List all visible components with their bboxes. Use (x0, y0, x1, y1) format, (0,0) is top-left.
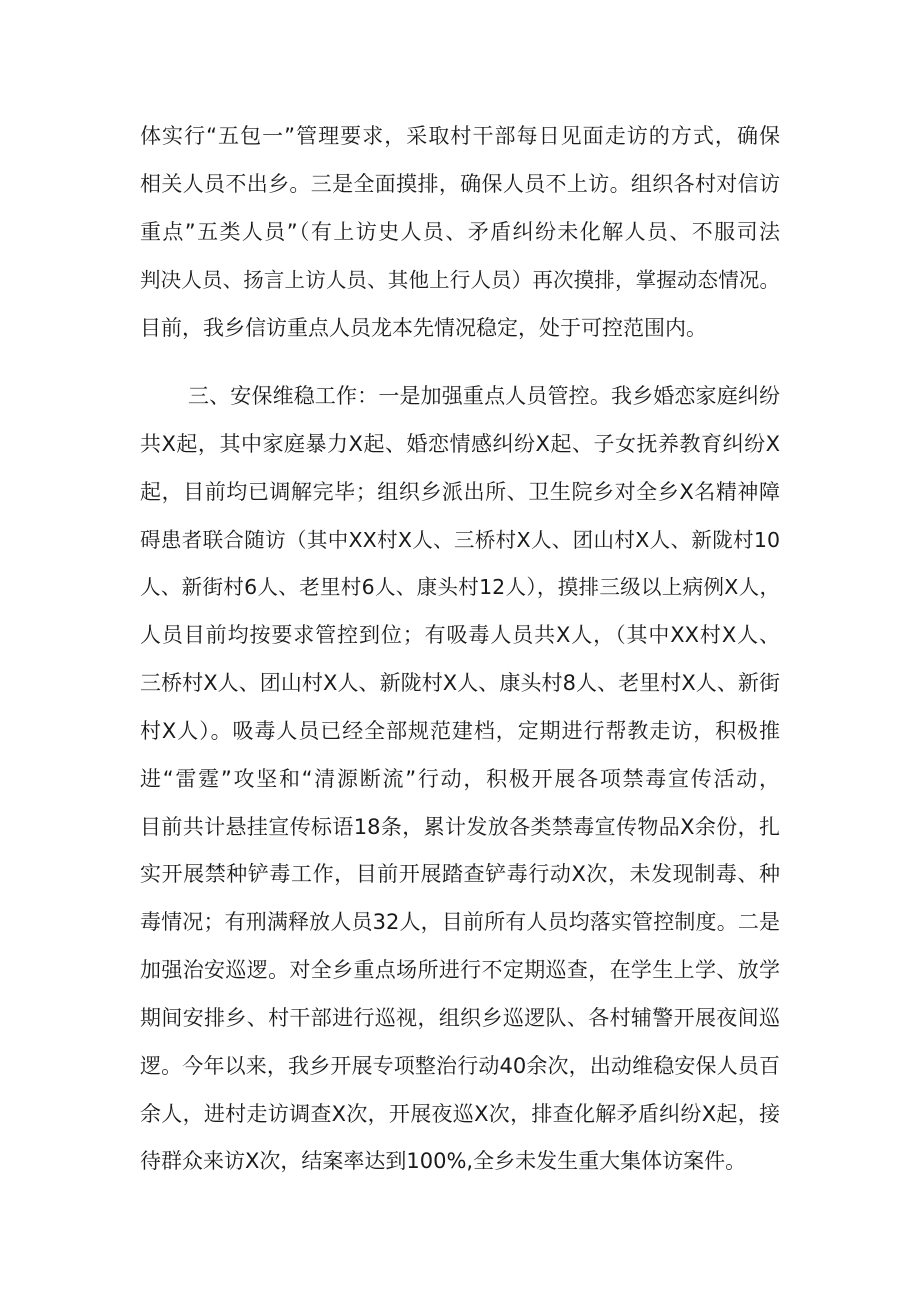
text-line: 体实行“五包一”管理要求，采取村干部每日见面走访的方式，确保 (140, 124, 780, 148)
text-line: 毒情况；有刑满释放人员32人，目前所有人员均落实管控制度。二是 (140, 910, 780, 934)
text-line: 判决人员、扬言上访人员、其他上行人员）再次摸排，掌握动态情况。 (140, 268, 780, 292)
text-line: 逻。今年以来，我乡开展专项整治行动40余次，出动维稳安保人员百 (140, 1054, 780, 1078)
text-line: 加强治安巡逻。对全乡重点场所进行不定期巡查，在学生上学、放学 (140, 958, 780, 982)
text-line: 人员目前均按要求管控到位；有吸毒人员共X人，（其中XX村X人、 (140, 623, 780, 647)
text-line: 期间安排乡、村干部进行巡视，组织乡巡逻队、各村辅警开展夜间巡 (140, 1006, 780, 1030)
text-line: 进“雷霆”攻坚和“清源断流”行动，积极开展各项禁毒宣传活动， (140, 767, 780, 791)
text-line: 三、安保维稳工作：一是加强重点人员管控。我乡婚恋家庭纠纷 (188, 384, 780, 408)
text-line: 共X起，其中家庭暴力X起、婚恋情感纠纷X起、子女抚养教育纠纷X (140, 432, 780, 456)
text-line: 相关人员不出乡。三是全面摸排，确保人员不上访。组织各村对信访 (140, 172, 780, 196)
text-line: 碍患者联合随访（其中XX村X人、三桥村X人、团山村X人、新陇村10 (140, 528, 780, 552)
text-line: 目前共计悬挂宣传标语18条，累计发放各类禁毒宣传物品X余份，扎 (140, 815, 780, 839)
text-line: 目前，我乡信访重点人员龙本先情况稳定，处于可控范围内。 (140, 316, 707, 340)
text-line: 重点”五类人员”（有上访史人员、矛盾纠纷未化解人员、不服司法 (140, 220, 780, 244)
text-line: 待群众来访X次，结案率达到100%,全乡未发生重大集体访案件。 (140, 1149, 747, 1173)
text-line: 三桥村X人、团山村X人、新陇村X人、康头村8人、老里村X人、新街 (140, 671, 780, 695)
text-line: 实开展禁种铲毒工作，目前开展踏查铲毒行动X次，未发现制毒、种 (140, 862, 780, 886)
text-line: 余人，进村走访调查X次，开展夜巡X次，排查化解矛盾纠纷X起，接 (140, 1102, 780, 1126)
text-line: 起，目前均已调解完毕；组织乡派出所、卫生院乡对全乡X名精神障 (140, 480, 780, 504)
text-line: 村X人）。吸毒人员已经全部规范建档，定期进行帮教走访，积极推 (140, 719, 780, 743)
text-line: 人、新街村6人、老里村6人、康头村12人），摸排三级以上病例X人， (140, 575, 780, 599)
